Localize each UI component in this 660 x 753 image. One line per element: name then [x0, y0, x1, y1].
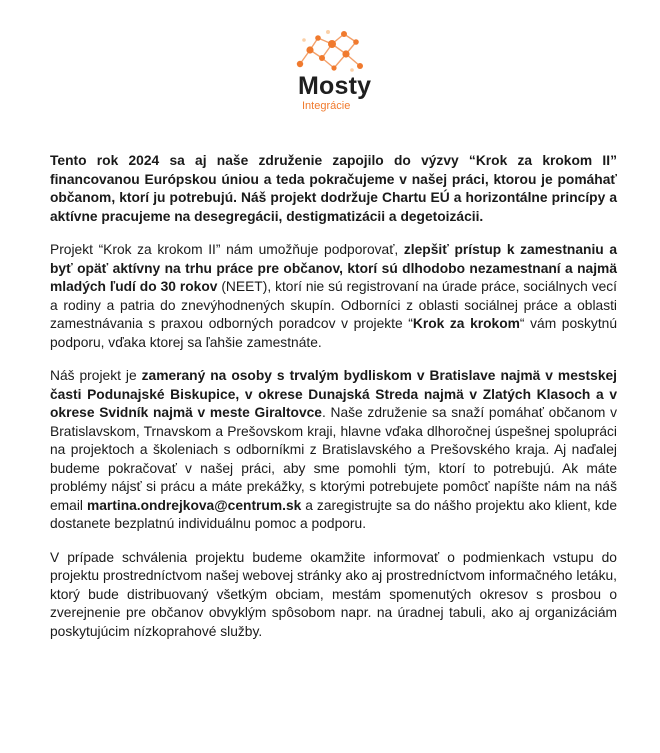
text-segment: a zaregistrujte sa do nášho projektu ako klient, kde dostanete bezplatnú individuálnu pomoc a podporu.: [50, 497, 617, 531]
document-body: [50, 152, 617, 656]
bold-segment: Krok za krokom: [412, 316, 520, 331]
text-segment: . Naše združenie sa snaží pomáhať občanom v Bratislavskom, Trnavskom a Prešovskom kraji, hlavne vďaka dlhoročnej úspešnej spolupráci na projektoch a školeniach s odborníkmi z Bratislavského a Prešovského kraja. Aj naďalej budeme pokračovať v našej práci, aby sme pomohli tým, ktorí to potrebujú. Ak máte problémy nájsť si prácu a máte prekážky, s ktorými potrebujete pomôcť napíšte nám na náš email: [50, 405, 617, 513]
project-paragraph: [50, 241, 617, 352]
email-link[interactable]: martina.ondrejkova@centrum.sk: [86, 497, 302, 513]
target-group-paragraph: [50, 367, 617, 534]
bold-segment: zlepšiť prístup k zamestnaniu a byť opäť aktívny na trhu práce pre občanov, ktorí sú dlhodobo nezamestnaní a najmä mladých ľudí do 30 rokov: [50, 242, 618, 294]
bold-segment: zameraný na osoby s trvalým bydliskom v Bratislave najmä v mestskej časti Podunajské Biskupice, v okrese Dunajská Streda najmä v Zlatých Klasoch a v okrese Svidník najmä v meste Giraltovce: [50, 368, 617, 420]
logo-title: Mosty: [298, 72, 372, 100]
logo-subtitle: Integrácie: [302, 100, 351, 112]
text-segment: “ vám poskytnú podporu, vďaka ktorej sa ľahšie zamestnáte.: [50, 316, 618, 350]
logo: [284, 28, 384, 120]
text-segment: Projekt “Krok za krokom II” nám umožňuje podporovať,: [50, 242, 404, 257]
info-paragraph: V prípade schválenia projektu budeme okamžite informovať o podmienkach vstupu do projektu prostredníctvom našej webovej stránky ako aj prostredníctvom informačného letáku, ktorý bude distribuovaný všetkým obciam, mestám spomenutých okresov s prosbou o zverejnenie pre občanov obvyklým spôsobom napr. na úradnej tabuli, ako aj organizáciám poskytujúcim nízkoprahové služby.: [50, 549, 617, 639]
network-nodes-icon: [294, 28, 366, 74]
text-segment: (NEET), ktorí nie sú registrovaní na úrade práce, sociálnych vecí a rodiny a patria do znevýhodnených skupín. Odborníci z oblasti sociálnej práce a oblasti zamestnávania s praxou odborných poradcov v projekte “: [50, 279, 617, 331]
intro-paragraph: Tento rok 2024 sa aj naše združenie zapojilo do výzvy “Krok za krokom II” financovanou Európskou úniou a teda pokračujeme v našej práci, ktorou je pomáhať občanom, ktorí ju potrebujú. Náš projekt dodržuje Chartu EÚ a horizontálne princípy a aktívne pracujeme na desegregácii, destigmatizácii a degetoizácii.: [50, 153, 617, 224]
text-segment: Náš projekt je: [50, 368, 142, 383]
